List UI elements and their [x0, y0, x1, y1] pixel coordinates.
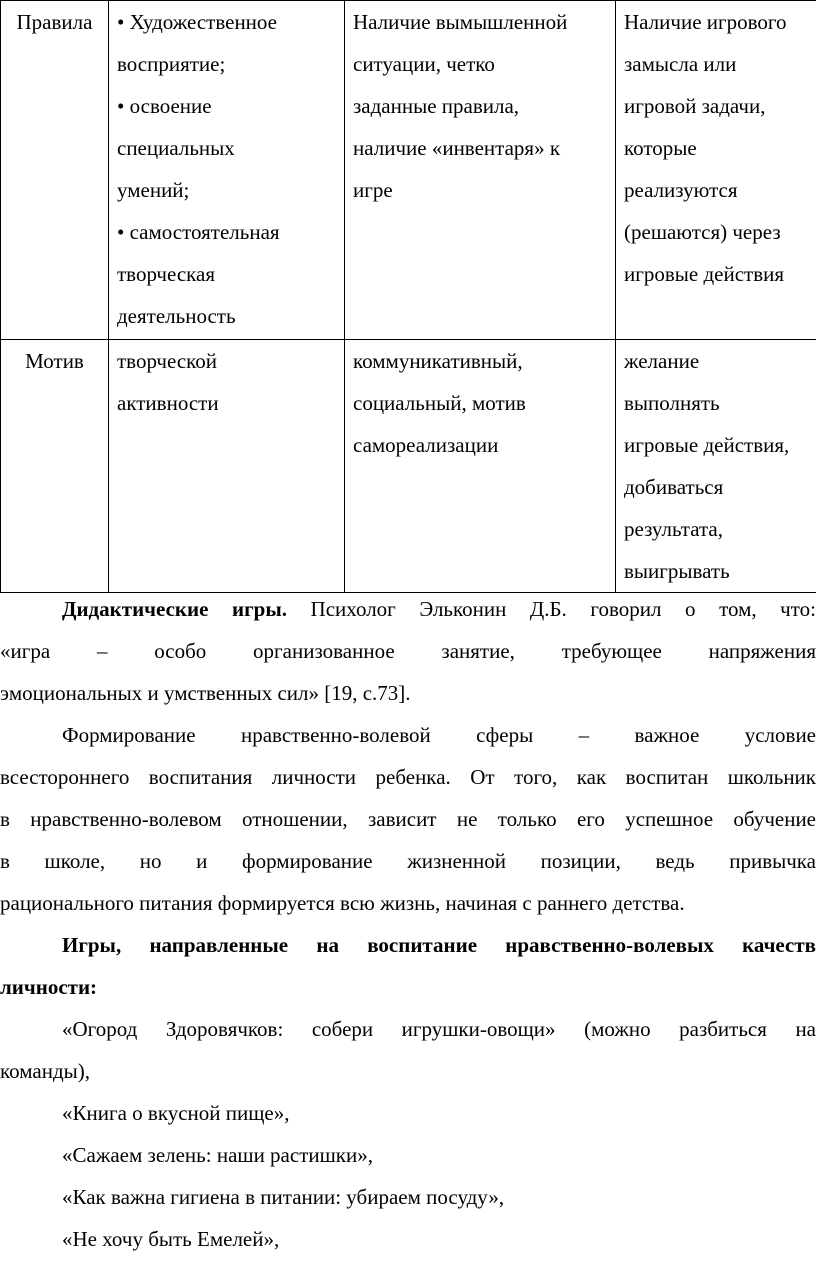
row-label-motive: Мотив: [1, 340, 109, 593]
text-line: личности:: [0, 975, 98, 999]
cell-text: игровые действия,: [624, 433, 790, 457]
cell-text: игре: [353, 178, 393, 202]
cell-text: реализуются: [624, 178, 738, 202]
table-row: [1, 340, 816, 593]
cell-text: Наличие игрового: [624, 10, 787, 34]
text-line: [0, 588, 816, 630]
cell-text: добиваться: [624, 475, 724, 499]
text-line: «Огород Здоровячков: собери игрушки-овощи» (можно разбиться на: [62, 1017, 816, 1041]
list-item: «Книга о вкусной пище»,: [62, 1101, 290, 1125]
paragraph-didactic-games: [0, 588, 816, 714]
text-line: рационального питания формируется всю жизнь, начиная с раннего детства.: [0, 891, 685, 915]
text-line: в школе, но и формирование жизненной позиции, ведь привычка: [0, 849, 816, 873]
cell-text: самореализации: [353, 433, 499, 457]
cell-text: творческая: [117, 262, 216, 286]
list-item: «Не хочу быть Емелей»,: [62, 1227, 280, 1251]
cell-text: умений;: [117, 178, 190, 202]
table-cell: [109, 340, 345, 593]
cell-text: ситуации, четко: [353, 52, 495, 76]
table-cell: [345, 1, 616, 340]
cell-text: коммуникативный,: [353, 349, 523, 373]
cell-text: желание: [624, 349, 700, 373]
text-line: в нравственно-волевом отношении, зависит не только его успешное обучение: [0, 807, 816, 831]
cell-text: игровые действия: [624, 262, 785, 286]
cell-text: которые: [624, 136, 697, 160]
paragraph-moral-volitional: [0, 714, 816, 924]
cell-text: выигрывать: [624, 559, 730, 583]
text-line: «игра – особо организованное занятие, требующее напряжения: [0, 639, 816, 663]
paragraph-game-garden: [0, 1008, 816, 1092]
text-line: Формирование нравственно-волевой сферы – важное условие: [62, 723, 816, 747]
cell-text: • самостоятельная: [117, 220, 280, 244]
cell-text: • освоение: [117, 94, 212, 118]
text-line: эмоциональных и умственных сил» [19, с.73].: [0, 681, 411, 705]
cell-text: восприятие;: [117, 52, 226, 76]
cell-text: активности: [117, 391, 219, 415]
cell-text: результата,: [624, 517, 723, 541]
row-label-rules: Правила: [1, 1, 109, 340]
cell-text: Наличие вымышленной: [353, 10, 568, 34]
cell-text: деятельность: [117, 304, 236, 328]
cell-text: игровой задачи,: [624, 94, 766, 118]
table-row: [1, 1, 816, 340]
table-cell: [345, 340, 616, 593]
list-item: «Как важна гигиена в питании: убираем посуду»,: [62, 1185, 505, 1209]
cell-text: наличие «инвентаря» к: [353, 136, 561, 160]
text-line: всестороннего воспитания личности ребенка. От того, как воспитан школьник: [0, 765, 816, 789]
table-cell: [616, 340, 816, 593]
text-span: Психолог Эльконин Д.Б. говорил о том, что:: [286, 597, 816, 621]
cell-text: замысла или: [624, 52, 737, 76]
paragraph-heading: Дидактические игры.: [62, 597, 287, 621]
cell-text: • Художественное: [117, 10, 278, 34]
comparison-table: [0, 0, 816, 593]
cell-text: социальный, мотив: [353, 391, 526, 415]
table-cell: [616, 1, 816, 340]
cell-text: выполнять: [624, 391, 720, 415]
section-heading: [0, 924, 816, 1008]
cell-text: (решаются) через: [624, 220, 781, 244]
text-line: Игры, направленные на воспитание нравственно-волевых качеств: [62, 933, 816, 957]
cell-text: специальных: [117, 136, 235, 160]
list-item: «Сажаем зелень: наши растишки»,: [62, 1143, 373, 1167]
table-cell: [109, 1, 345, 340]
cell-text: заданные правила,: [353, 94, 520, 118]
body-text: [0, 588, 816, 1260]
text-line: команды),: [0, 1059, 90, 1083]
cell-text: творческой: [117, 349, 218, 373]
